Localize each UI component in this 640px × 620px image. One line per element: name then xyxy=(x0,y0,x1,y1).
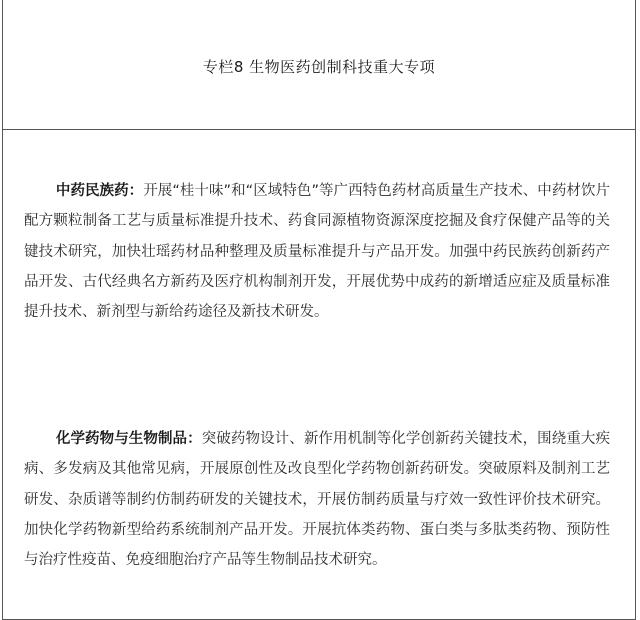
paragraph-body: 开展“桂十味”和“区域特色”等广西特色药材高质量生产技术、中药材饮片配方颗粒制备工艺与质量标准提升技术、药食同源植物资源深度挖掘及食疗保健产品等的关键技术研究，加快壮瑶药材品种整理及质量标准提升与产品开发。加强中药民族药创新药产品开发、古代经典名方新药及医疗机构制剂开发，开展优势中成药的新增适应症及质量标准提升技术、新剂型与新给药途径及新技术研发。 xyxy=(24,183,611,321)
column-title: 专栏8 生物医药创制科技重大专项 xyxy=(202,58,436,76)
section-chemical-biological xyxy=(24,424,610,575)
column-header xyxy=(3,0,635,130)
paragraph-body: 突破药物设计、新作用机制等化学创新药关键技术，围绕重大疾病、多发病及其他常见病，开展原创性及改良型化学药物创新药研发。突破原料及制剂工艺研发、杂质谱等制约仿制药研发的关键技术，开展仿制药质量与疗效一致性评价技术研究。加快化学药物新型给药系统制剂产品开发。开展抗体类药物、蛋白类与多肽类药物、预防性与治疗性疫苗、免疫细胞治疗产品等生物制品技术研究。 xyxy=(24,431,611,569)
paragraph xyxy=(24,424,610,575)
paragraph-lead: 化学药物与生物制品： xyxy=(55,431,202,447)
section-tcm-ethnic-medicine xyxy=(24,176,610,327)
paragraph xyxy=(24,176,610,327)
paragraph-lead: 中药民族药： xyxy=(55,183,144,199)
